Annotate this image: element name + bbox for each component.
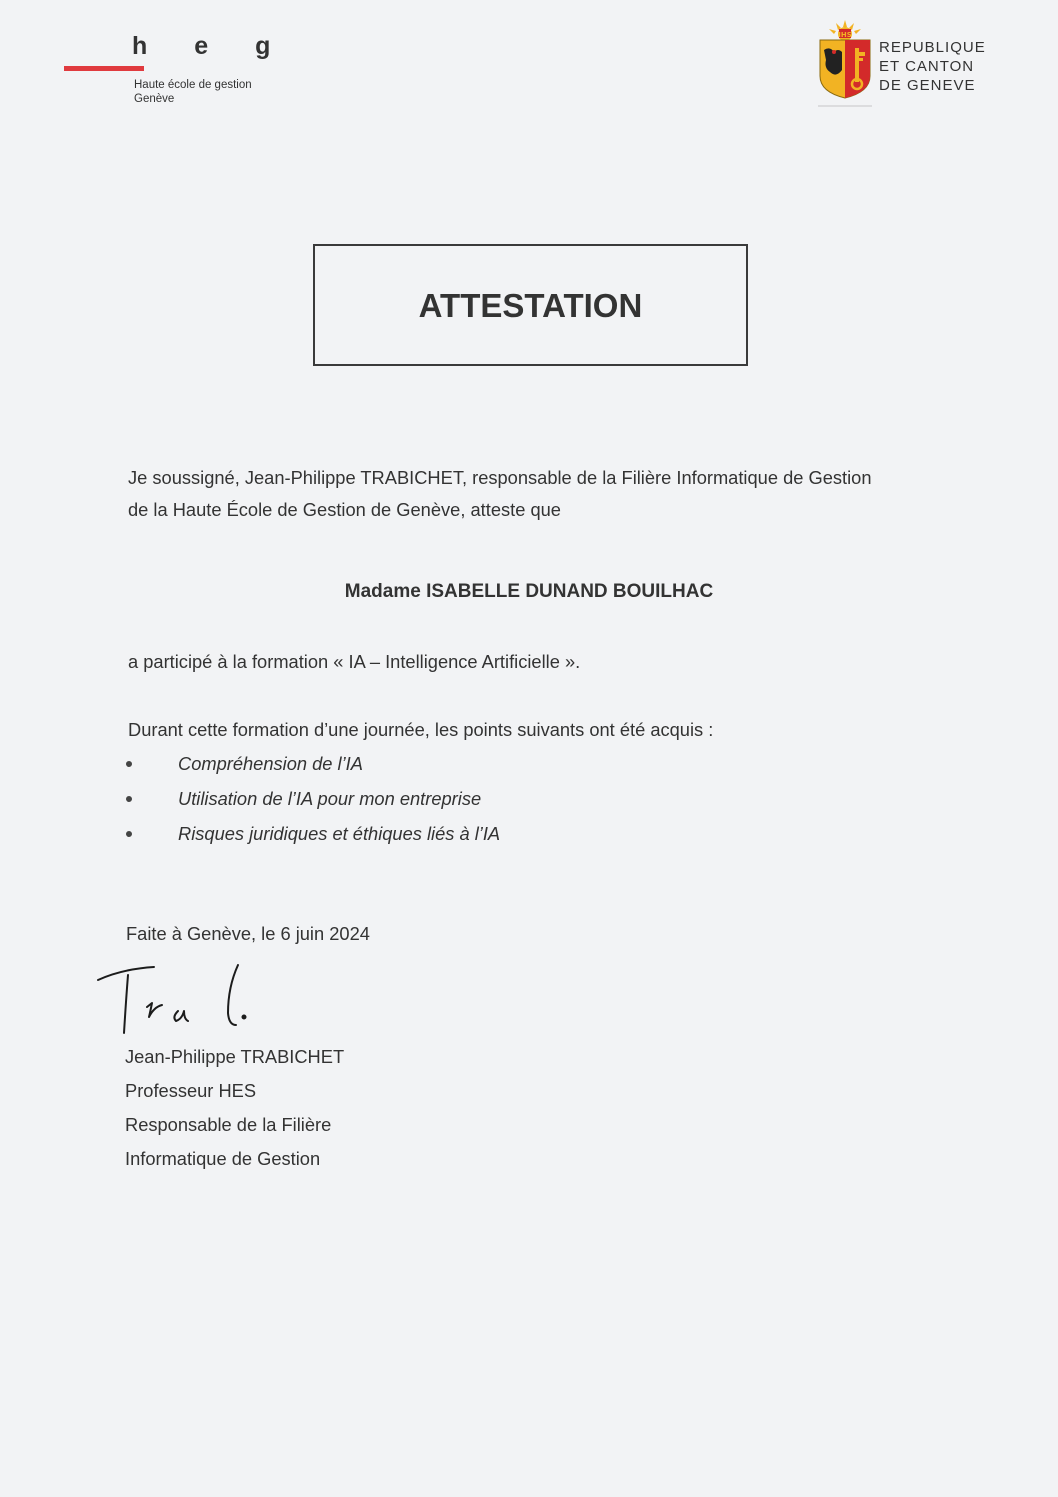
- points-intro: Durant cette formation d’une journée, les points suivants ont été acquis :: [128, 719, 714, 740]
- handwritten-signature: [92, 955, 262, 1040]
- geneva-logo: [816, 18, 996, 113]
- bullet-icon: [126, 796, 132, 802]
- heg-logo-red-bar: [64, 66, 144, 71]
- title-box: [313, 244, 748, 366]
- bullet-icon: [126, 761, 132, 767]
- geneva-logo-line1: REPUBLIQUE: [879, 39, 986, 56]
- point-text: Utilisation de l’IA pour mon entreprise: [178, 788, 482, 809]
- heg-logo-letters: h e g: [132, 32, 291, 60]
- signatory-name: Jean-Philippe TRABICHET: [125, 1046, 345, 1067]
- bullet-icon: [126, 831, 132, 837]
- geneva-crest-icon: [816, 18, 874, 110]
- geneva-logo-text: [879, 38, 986, 95]
- geneva-logo-line3: DE GENEVE: [879, 77, 976, 94]
- participation-statement: a participé à la formation « IA – Intelligence Artificielle ».: [128, 651, 581, 672]
- point-text: Risques juridiques et éthiques liés à l’IA: [178, 823, 501, 844]
- intro-paragraph: [128, 462, 872, 526]
- heg-logo: [64, 30, 304, 120]
- heg-logo-line2: Genève: [134, 93, 175, 105]
- signatory-role1: Professeur HES: [125, 1080, 257, 1101]
- heg-logo-line1: Haute école de gestion: [134, 79, 252, 91]
- intro-line2: de la Haute École de Gestion de Genève, atteste que: [128, 499, 561, 520]
- signatory-role2: Responsable de la Filière: [125, 1114, 332, 1135]
- svg-text:IHS: IHS: [838, 31, 852, 39]
- intro-line1: Je soussigné, Jean-Philippe TRABICHET, responsable de la Filière Informatique de Gestion: [128, 467, 872, 488]
- signatory-block: [125, 1040, 344, 1176]
- signatory-role3: Informatique de Gestion: [125, 1148, 321, 1169]
- recipient-name: Madame ISABELLE DUNAND BOUILHAC: [344, 581, 714, 602]
- page-title: ATTESTATION: [418, 287, 643, 324]
- point-text: Compréhension de l’IA: [178, 753, 363, 774]
- geneva-logo-line2: ET CANTON: [879, 58, 975, 75]
- place-and-date: Faite à Genève, le 6 juin 2024: [126, 923, 370, 944]
